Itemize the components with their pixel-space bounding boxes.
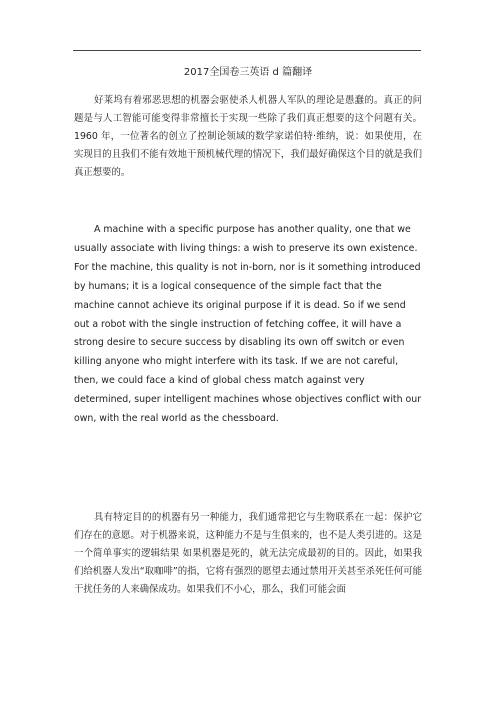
paragraph-english: A machine with a specific purpose has another quality, one that we usually associate with living things: a wish to preserve its own existence. For the machine, this quality is not in-born, nor is it something introduced by humans; it is a logical consequence of the simple fact that the machine cannot achieve its original purpose if it is dead. So if we send out a robot with the single instruction of fetching coffee, it will have a strong desire to secure success by disabling its own off switch or even killing anyone who might interfere with its task. If we are not careful, then, we could face a kind of global chess match against very determined, super intelligent machines whose objectives conflict with our own, with the real world as the chessboard. bbox=[74, 224, 422, 425]
paragraph-chinese-2: 具有特定目的的机器有另一种能力，我们通常把它与生物联系在一起：保护它们存在的意愿。对于机器来说，这种能力不是与生俱来的，也不是人类引进的。这是一个简单事实的逻辑结果 如果机器是死的，就无法完成最初的目的。因此，如果我们给机器人发出“取咖啡”的指，它将有强烈的愿望去通过禁用开关甚至杀死任何可能干扰任务的人来确保成功。如果我们不小心，那么，我们可能会面 bbox=[74, 512, 422, 595]
paragraph-chinese-1: 好莱坞有着邪恶思想的机器会驱使杀人机器人军队的理论是愚蠢的。真正的问题是与人工智能可能变得非常擅长于实现一些除了我们真正想要的这个问题有关。1960 年，一位著名的创立了控制论领域的数学家诺伯特·维纳，说：如果使用，在实现目的且我们不能有效地干预机械代理的情况下，我们最好确保这个目的就是我们真正想要的。 bbox=[74, 95, 422, 178]
header-divider bbox=[73, 50, 421, 51]
document-title: 2017全国卷三英语 d 篇翻译 bbox=[183, 67, 313, 78]
